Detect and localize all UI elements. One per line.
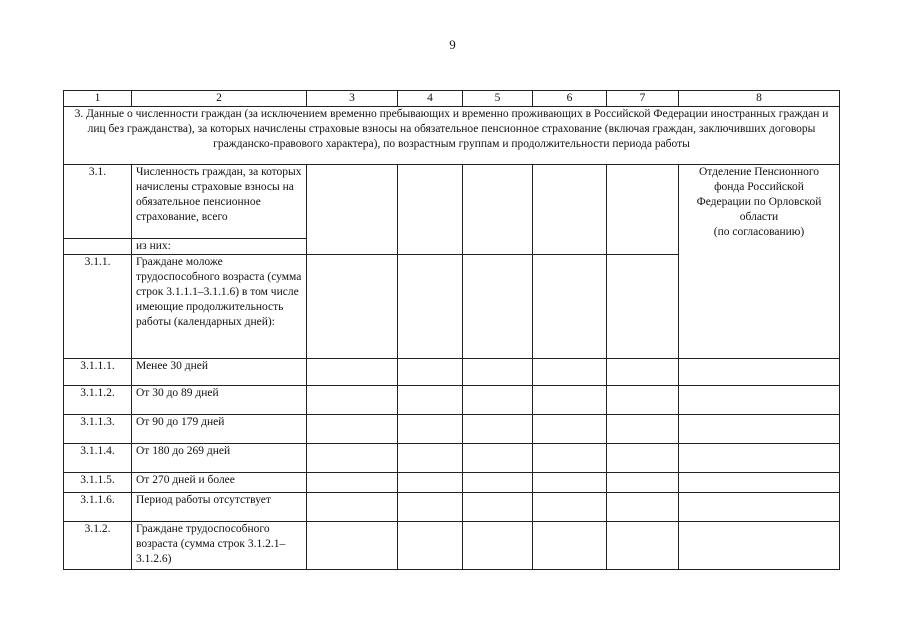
data-cell bbox=[463, 415, 533, 444]
data-cell bbox=[307, 415, 398, 444]
table-row bbox=[64, 444, 840, 473]
row-label: Период работы отсутствует bbox=[132, 493, 307, 522]
data-cell bbox=[679, 473, 840, 493]
data-cell bbox=[607, 255, 679, 359]
row-number: 3.1.1.1. bbox=[64, 359, 132, 386]
data-cell bbox=[679, 359, 840, 386]
page-number: 9 bbox=[449, 37, 456, 52]
column-header-7: 7 bbox=[607, 91, 679, 107]
row-label: Менее 30 дней bbox=[132, 359, 307, 386]
data-cell bbox=[307, 359, 398, 386]
data-cell bbox=[607, 444, 679, 473]
column-header-1: 1 bbox=[64, 91, 132, 107]
data-cell bbox=[679, 444, 840, 473]
data-cell bbox=[463, 255, 533, 359]
data-cell bbox=[398, 522, 463, 570]
row-label: из них: bbox=[132, 239, 307, 255]
data-cell bbox=[398, 359, 463, 386]
data-cell bbox=[398, 444, 463, 473]
table-row bbox=[64, 522, 840, 570]
data-cell bbox=[679, 493, 840, 522]
table-row bbox=[64, 386, 840, 415]
row-label: От 90 до 179 дней bbox=[132, 415, 307, 444]
row-label: От 180 до 269 дней bbox=[132, 444, 307, 473]
data-cell bbox=[607, 165, 679, 255]
data-cell bbox=[679, 386, 840, 415]
data-cell bbox=[463, 493, 533, 522]
row-number: 3.1.1.6. bbox=[64, 493, 132, 522]
table-row bbox=[64, 359, 840, 386]
data-cell bbox=[607, 493, 679, 522]
row-number: 3.1.1.3. bbox=[64, 415, 132, 444]
data-cell bbox=[398, 473, 463, 493]
data-cell bbox=[398, 493, 463, 522]
data-cell bbox=[607, 522, 679, 570]
responsible-line: области bbox=[739, 211, 779, 223]
row-number: 3.1.1.2. bbox=[64, 386, 132, 415]
row-label: От 30 до 89 дней bbox=[132, 386, 307, 415]
data-cell bbox=[679, 415, 840, 444]
statistics-table bbox=[63, 90, 840, 570]
data-cell bbox=[607, 473, 679, 493]
data-cell bbox=[398, 415, 463, 444]
row-label: Граждане трудоспособного возраста (сумма строк 3.1.2.1–3.1.2.6) bbox=[132, 522, 307, 570]
row-label: От 270 дней и более bbox=[132, 473, 307, 493]
data-cell bbox=[307, 255, 398, 359]
data-cell bbox=[463, 359, 533, 386]
row-number: 3.1.1.5. bbox=[64, 473, 132, 493]
column-header-2: 2 bbox=[132, 91, 307, 107]
row-number: 3.1.1.4. bbox=[64, 444, 132, 473]
data-cell bbox=[533, 444, 607, 473]
row-number: 3.1.1. bbox=[64, 255, 132, 359]
responsible-line: Отделение Пенсионного bbox=[698, 166, 820, 178]
table-row bbox=[64, 473, 840, 493]
data-cell bbox=[533, 522, 607, 570]
data-cell bbox=[533, 255, 607, 359]
row-number: 3.1. bbox=[64, 165, 132, 239]
table-row bbox=[64, 415, 840, 444]
responsible-line: (по согласованию) bbox=[713, 226, 805, 238]
row-number: 3.1.2. bbox=[64, 522, 132, 570]
row-number bbox=[64, 239, 132, 255]
data-cell bbox=[463, 473, 533, 493]
data-cell bbox=[307, 493, 398, 522]
section-title-row bbox=[64, 107, 840, 165]
data-cell bbox=[307, 444, 398, 473]
data-cell bbox=[307, 522, 398, 570]
column-header-3: 3 bbox=[307, 91, 398, 107]
responsible-line: фонда Российской bbox=[714, 181, 804, 193]
data-cell bbox=[398, 255, 463, 359]
data-cell bbox=[607, 386, 679, 415]
data-cell bbox=[533, 473, 607, 493]
data-cell bbox=[398, 165, 463, 255]
table-row bbox=[64, 165, 840, 239]
data-cell bbox=[533, 165, 607, 255]
data-cell bbox=[463, 444, 533, 473]
data-cell bbox=[307, 473, 398, 493]
data-cell bbox=[398, 386, 463, 415]
column-header-4: 4 bbox=[398, 91, 463, 107]
data-cell bbox=[607, 359, 679, 386]
column-header-5: 5 bbox=[463, 91, 533, 107]
data-cell bbox=[307, 386, 398, 415]
column-header-8: 8 bbox=[679, 91, 840, 107]
data-cell bbox=[463, 165, 533, 255]
data-cell bbox=[679, 522, 840, 570]
data-cell bbox=[607, 415, 679, 444]
column-number-row bbox=[64, 91, 840, 107]
table-row bbox=[64, 493, 840, 522]
data-cell bbox=[533, 415, 607, 444]
data-cell bbox=[463, 386, 533, 415]
column-header-6: 6 bbox=[533, 91, 607, 107]
data-cell bbox=[533, 386, 607, 415]
data-cell bbox=[533, 359, 607, 386]
section-title: 3. Данные о численности граждан (за исключением временно пребывающих и временно проживающих в Российской Федерации иностранных граждан и лиц без гражданства), за которых начислены страховые взносы на обязательное пенсионное страхование (включая граждан, заключивших договоры гражданско-правового характера), по возрастным группам и продолжительности периода работы bbox=[64, 107, 840, 165]
row-label: Численность граждан, за которых начислены страховые взносы на обязательное пенсионное страхование, всего bbox=[132, 165, 307, 239]
responsible-line: Федерации по Орловской bbox=[696, 196, 822, 208]
data-cell bbox=[463, 522, 533, 570]
data-cell bbox=[533, 493, 607, 522]
responsible-organization bbox=[679, 165, 840, 359]
data-cell bbox=[307, 165, 398, 255]
row-label: Граждане моложе трудоспособного возраста (сумма строк 3.1.1.1–3.1.1.6) в том числе имеющие продолжительность работы (календарных дней): bbox=[132, 255, 307, 359]
